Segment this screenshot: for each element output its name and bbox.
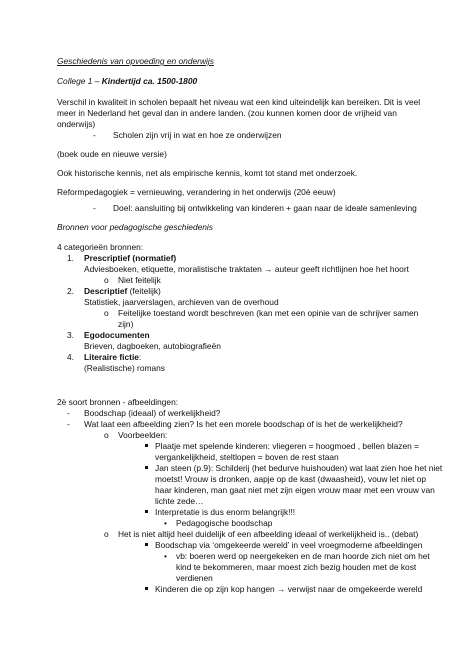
dash-bullet: - — [93, 130, 96, 140]
category-title — [84, 352, 141, 363]
list-number: 2. — [67, 286, 74, 296]
category-title — [84, 286, 161, 297]
sub-sub-item: Jan steen (p.9): Schilderij (het bedurve huishouden) wat laat zien hoe het niet — [155, 463, 443, 473]
paragraph-line: meer in Nederland het geval dan in andere landen. (zou kunnen komen door de vrijheid van — [57, 108, 397, 118]
college-heading — [57, 76, 197, 87]
sub-item: zijn) — [118, 319, 134, 329]
circle-bullet: o — [104, 275, 109, 285]
list-item: Doel: aansluiting bij ontwikkeling van kinderen + gaan naar de ideale samenleving — [113, 203, 417, 213]
category-description: Adviesboeken, etiquette, moralistische traktaten → auteur geeft richtlijnen hoe het hoort — [84, 264, 409, 274]
sub-sub-sub-item: Pedagogische boodschap — [176, 518, 273, 528]
list-number: 3. — [67, 330, 74, 340]
dash-bullet: - — [67, 408, 70, 418]
sub-item: Niet feitelijk — [118, 275, 161, 285]
list-item: Wat laat een afbeelding zien? Is het een morele boodschap of is het de werkelijkheid? — [84, 419, 403, 429]
paragraph: 4 categorieën bronnen: — [57, 242, 144, 252]
category-description: Brieven, dagboeken, autobiografieën — [84, 341, 221, 351]
sub-sub-item: lichte zede… — [155, 496, 204, 506]
sub-sub-item: vergankelijkheid, steltlopen = boven de rest staan — [155, 452, 339, 462]
category-title-rest: (feitelijk) — [127, 286, 161, 296]
college-topic: Kindertijd ca. 1500-1800 — [101, 76, 198, 86]
college-prefix: College 1 – — [57, 76, 102, 86]
sub-item: Het is niet altijd heel duidelijk of een afbeelding ideaal of werkelijkheid is.. (debat) — [118, 529, 419, 539]
dash-bullet: - — [67, 419, 70, 429]
sub-item: Voorbeelden: — [118, 430, 168, 440]
category-title-bold: Descriptief — [84, 286, 128, 296]
list-item: Scholen zijn vrij in wat en hoe ze onderwijzen — [113, 130, 282, 140]
sub-sub-sub-item: vb: boeren werd op neergekeken en de man hoorde zich niet om het — [176, 551, 430, 561]
dash-bullet: - — [93, 203, 96, 213]
square-bullet — [145, 444, 148, 447]
sub-sub-sub-item: verdienen — [176, 573, 213, 583]
sub-sub-item: Kinderen die op zijn kop hangen → verwijst naar de omgekeerde wereld — [155, 584, 423, 594]
circle-bullet: o — [104, 308, 109, 318]
category-description: Statistiek, jaarverslagen, archieven van de overhoud — [84, 297, 279, 307]
category-description: (Realistische) romans — [84, 363, 165, 373]
category-title: Prescriptief (normatief) — [84, 253, 177, 263]
paragraph: 2è soort bronnen - afbeeldingen: — [57, 397, 179, 407]
category-title-bold: Literaire fictie — [84, 352, 139, 362]
paragraph-line: Verschil in kwaliteit in scholen bepaalt het niveau wat een kind uiteindelijk kan bereiken. Dit is veel — [57, 97, 421, 107]
sub-sub-item: haar kinderen, man gaat niet met zijn eigen vrouw maar met een vrouw van — [155, 485, 435, 495]
sub-sub-item: Boodschap via ‘omgekeerde wereld’ in veel vroegmoderne afbeeldingen — [155, 540, 423, 550]
dot-bullet: • — [164, 551, 167, 561]
sub-sub-item: moetst! Vrouw is dronken, aapje op de kast (dwaasheid), vouw let niet op — [155, 474, 427, 484]
paragraph-line: onderwijs) — [57, 119, 96, 129]
category-title: Egodocumenten — [84, 330, 150, 340]
paragraph: Reformpedagogiek = vernieuwing, verandering in het onderwijs (20è eeuw) — [57, 187, 336, 197]
list-number: 1. — [67, 253, 74, 263]
square-bullet — [145, 510, 148, 513]
square-bullet — [145, 587, 148, 590]
paragraph: (boek oude en nieuwe versie) — [57, 149, 167, 159]
sub-item: Feitelijke toestand wordt beschreven (kan met een opinie van de schrijver samen — [118, 308, 419, 318]
circle-bullet: o — [104, 529, 109, 539]
section-heading: Bronnen voor pedagogische geschiedenis — [57, 222, 213, 232]
circle-bullet: o — [104, 430, 109, 440]
square-bullet — [145, 466, 148, 469]
dot-bullet: • — [164, 518, 167, 528]
paragraph: Ook historische kennis, net als empirische kennis, komt tot stand met onderzoek. — [57, 168, 358, 178]
sub-sub-item: Plaatje met spelende kinderen: vliegeren = hoogmoed , bellen blazen = — [155, 441, 419, 451]
list-number: 4. — [67, 352, 74, 362]
sub-sub-sub-item: kind te bekommeren, maar moest zich bezig houden met de kost — [176, 562, 417, 572]
document-title: Geschiedenis van opvoeding en onderwijs — [57, 56, 214, 66]
sub-sub-item: Interpretatie is dus enorm belangrijk!!! — [155, 507, 296, 517]
list-item: Boodschap (ideaal) of werkelijkheid? — [84, 408, 221, 418]
square-bullet — [145, 543, 148, 546]
category-title-rest: : — [138, 352, 142, 362]
